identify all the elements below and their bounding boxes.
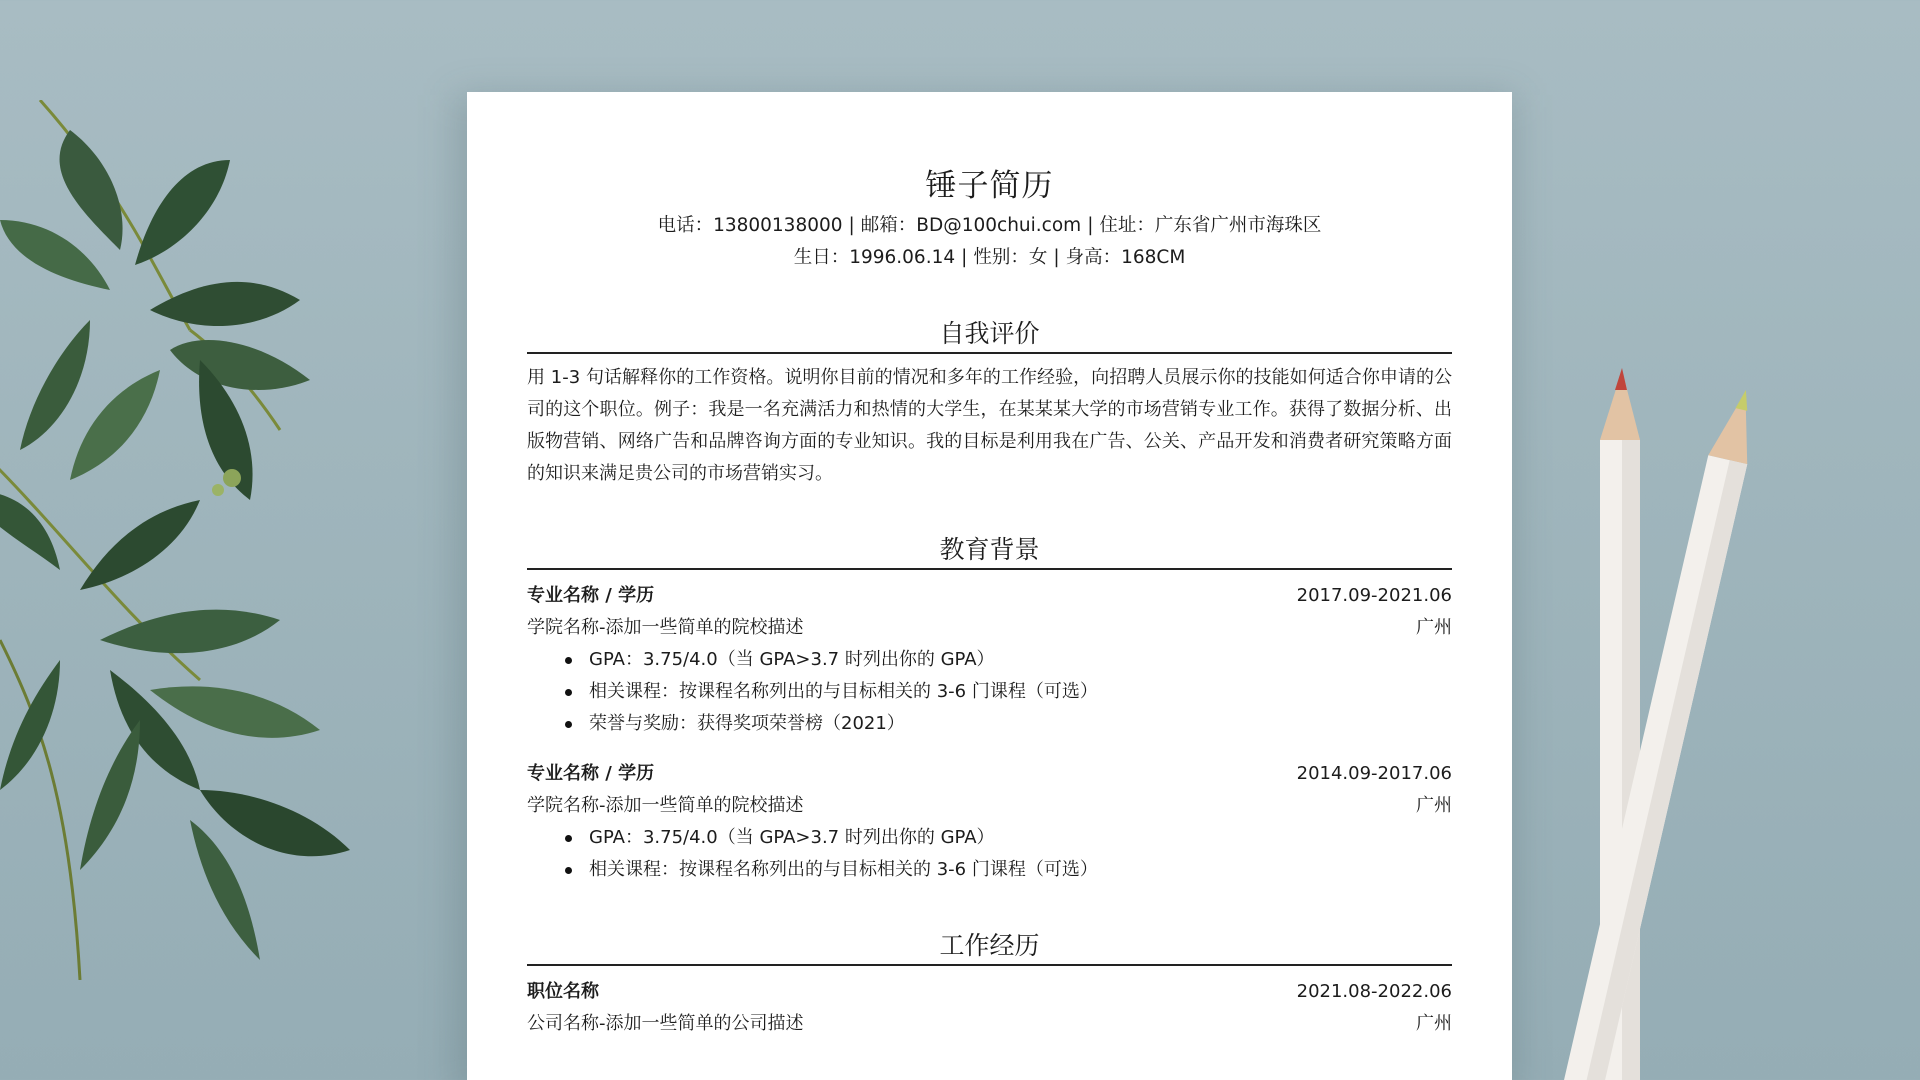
bullet-item: GPA：3.75/4.0（当 GPA>3.7 时列出你的 GPA） <box>565 644 1452 676</box>
resume-paper <box>467 92 1512 1080</box>
separator: | <box>1087 215 1094 236</box>
date-range: 2017.09-2021.06 <box>1296 585 1452 606</box>
bullet-item: GPA：3.75/4.0（当 GPA>3.7 时列出你的 GPA） <box>565 822 1452 854</box>
date-range: 2014.09-2017.06 <box>1296 763 1452 784</box>
education-entry-header <box>527 758 1452 790</box>
work-entry-header <box>527 976 1452 1008</box>
resume-name: 锤子简历 <box>925 168 1054 204</box>
bullet-item: 荣誉与奖励：获得奖项荣誉榜（2021） <box>565 708 1452 740</box>
gender: 性别：女 <box>973 247 1048 268</box>
school-name: 学院名称-添加一些简单的院校描述 <box>527 617 804 638</box>
phone: 电话：13800138000 <box>657 215 843 236</box>
position-title: 职位名称 <box>527 981 599 1002</box>
separator: | <box>848 215 855 236</box>
education-entry-header <box>527 580 1452 612</box>
section-title-self-evaluation: 自我评价 <box>527 314 1452 354</box>
pencils-decoration <box>1560 350 1790 1080</box>
height: 身高：168CM <box>1065 247 1186 268</box>
major-degree: 专业名称 / 学历 <box>527 585 655 606</box>
email: 邮箱：BD@100chui.com <box>860 215 1082 236</box>
plant-leaves-decoration <box>0 100 460 980</box>
birthday: 生日：1996.06.14 <box>793 247 956 268</box>
contact-line-1 <box>527 210 1452 242</box>
separator: | <box>1053 247 1060 268</box>
separator: | <box>961 247 968 268</box>
bullet-item: 相关课程：按课程名称列出的与目标相关的 3-6 门课程（可选） <box>565 854 1452 886</box>
city: 广州 <box>1416 617 1452 638</box>
education-entry-subheader <box>527 790 1452 822</box>
work-entry <box>527 976 1452 1040</box>
address: 住址：广东省广州市海珠区 <box>1099 215 1322 236</box>
school-name: 学院名称-添加一些简单的院校描述 <box>527 795 804 816</box>
city: 广州 <box>1416 1013 1452 1034</box>
section-title-education: 教育背景 <box>527 530 1452 570</box>
contact-line-2 <box>527 242 1452 274</box>
education-entry <box>527 580 1452 740</box>
section-title-work: 工作经历 <box>527 926 1452 966</box>
education-bullets <box>527 644 1452 740</box>
date-range: 2021.08-2022.06 <box>1296 981 1452 1002</box>
education-entry <box>527 758 1452 886</box>
education-bullets <box>527 822 1452 886</box>
bullet-item: 相关课程：按课程名称列出的与目标相关的 3-6 门课程（可选） <box>565 676 1452 708</box>
self-evaluation-text: 用 1-3 句话解释你的工作资格。说明你目前的情况和多年的工作经验，向招聘人员展示你的技能如何适合你申请的公司的这个职位。例子：我是一名充满活力和热情的大学生，在某某某大学的市场营销专业工作。获得了数据分析、出版物营销、网络广告和品牌咨询方面的专业知识。我的目标是利用我在广告、公关、产品开发和消费者研究策略方面的知识来满足贵公司的市场营销实习。 <box>527 367 1452 484</box>
major-degree: 专业名称 / 学历 <box>527 763 655 784</box>
work-entry-subheader <box>527 1008 1452 1040</box>
education-entry-subheader <box>527 612 1452 644</box>
company-name: 公司名称-添加一些简单的公司描述 <box>527 1013 804 1034</box>
city: 广州 <box>1416 795 1452 816</box>
